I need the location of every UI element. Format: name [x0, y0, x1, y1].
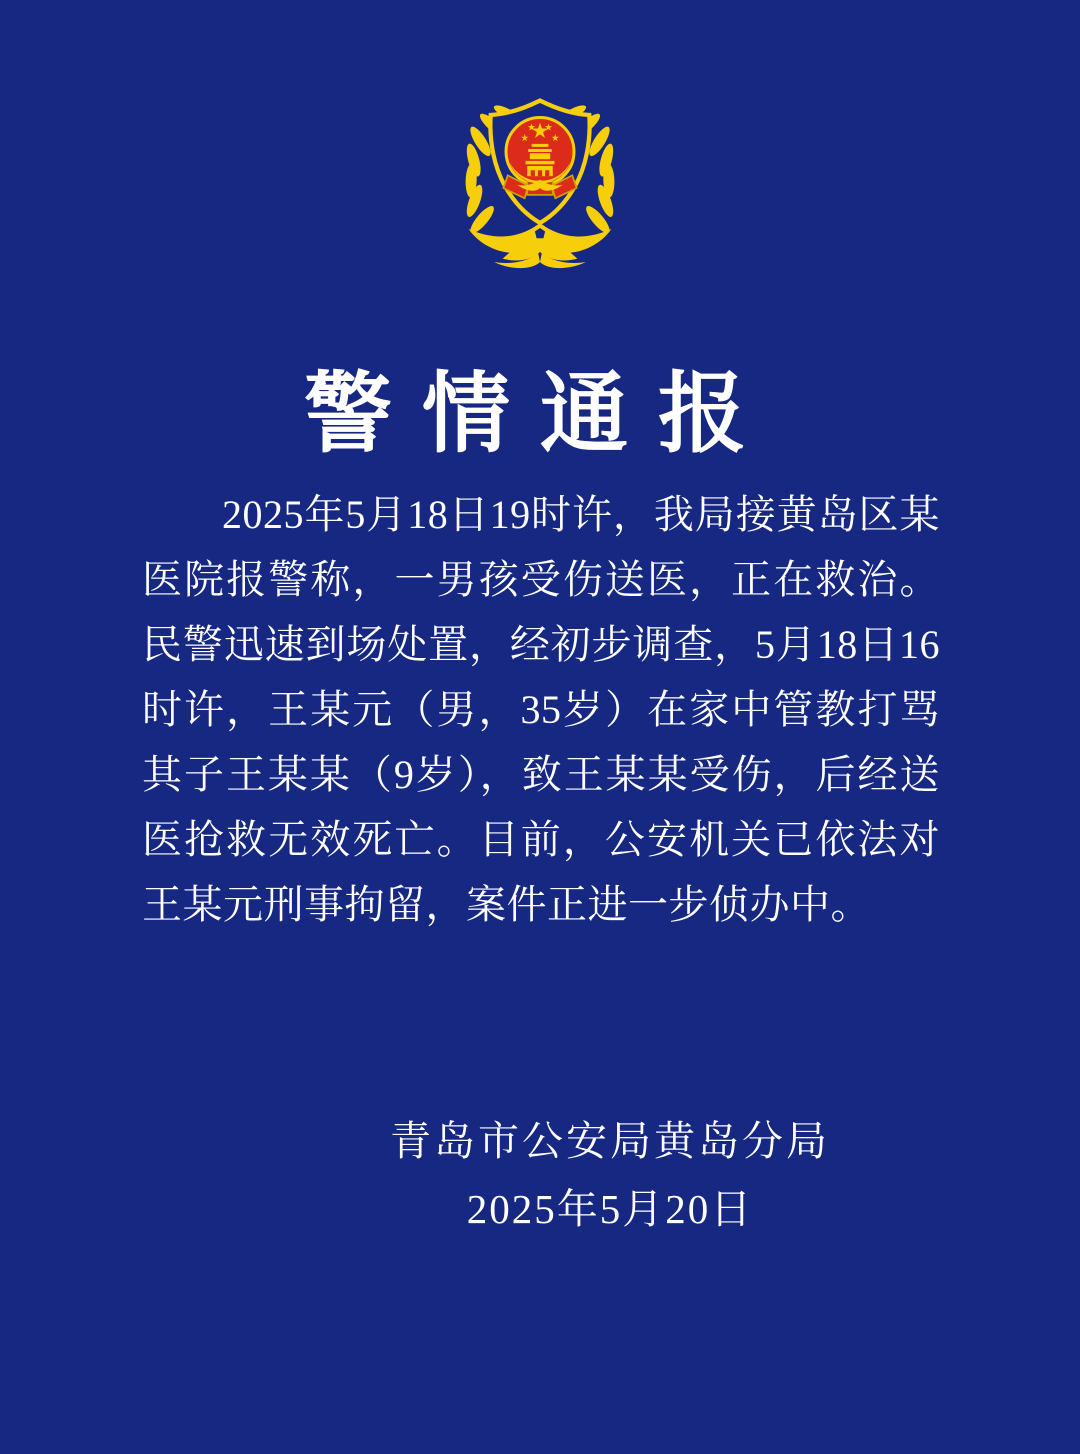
- police-badge-icon: [455, 94, 625, 272]
- issue-date: 2025年5月20日: [466, 1186, 754, 1232]
- notice-body-paragraph: 2025年5月18日19时许，我局接黄岛区某医院报警称，一男孩受伤送医，正在救治。民警迅速到场处置，经初步调查，5月18日16时许，王某元（男，35岁）在家中管教打骂其子王某某（9岁），致王某某受伤，后经送医抢救无效死亡。目前，公安机关已依法对王某元刑事拘留，案件正进一步侦办中。: [142, 492, 940, 927]
- issuer-signature: 青岛市公安局黄岛分局: [390, 1118, 830, 1164]
- notice-title: 警情通报: [303, 366, 776, 464]
- tiananmen-gates: [531, 170, 550, 176]
